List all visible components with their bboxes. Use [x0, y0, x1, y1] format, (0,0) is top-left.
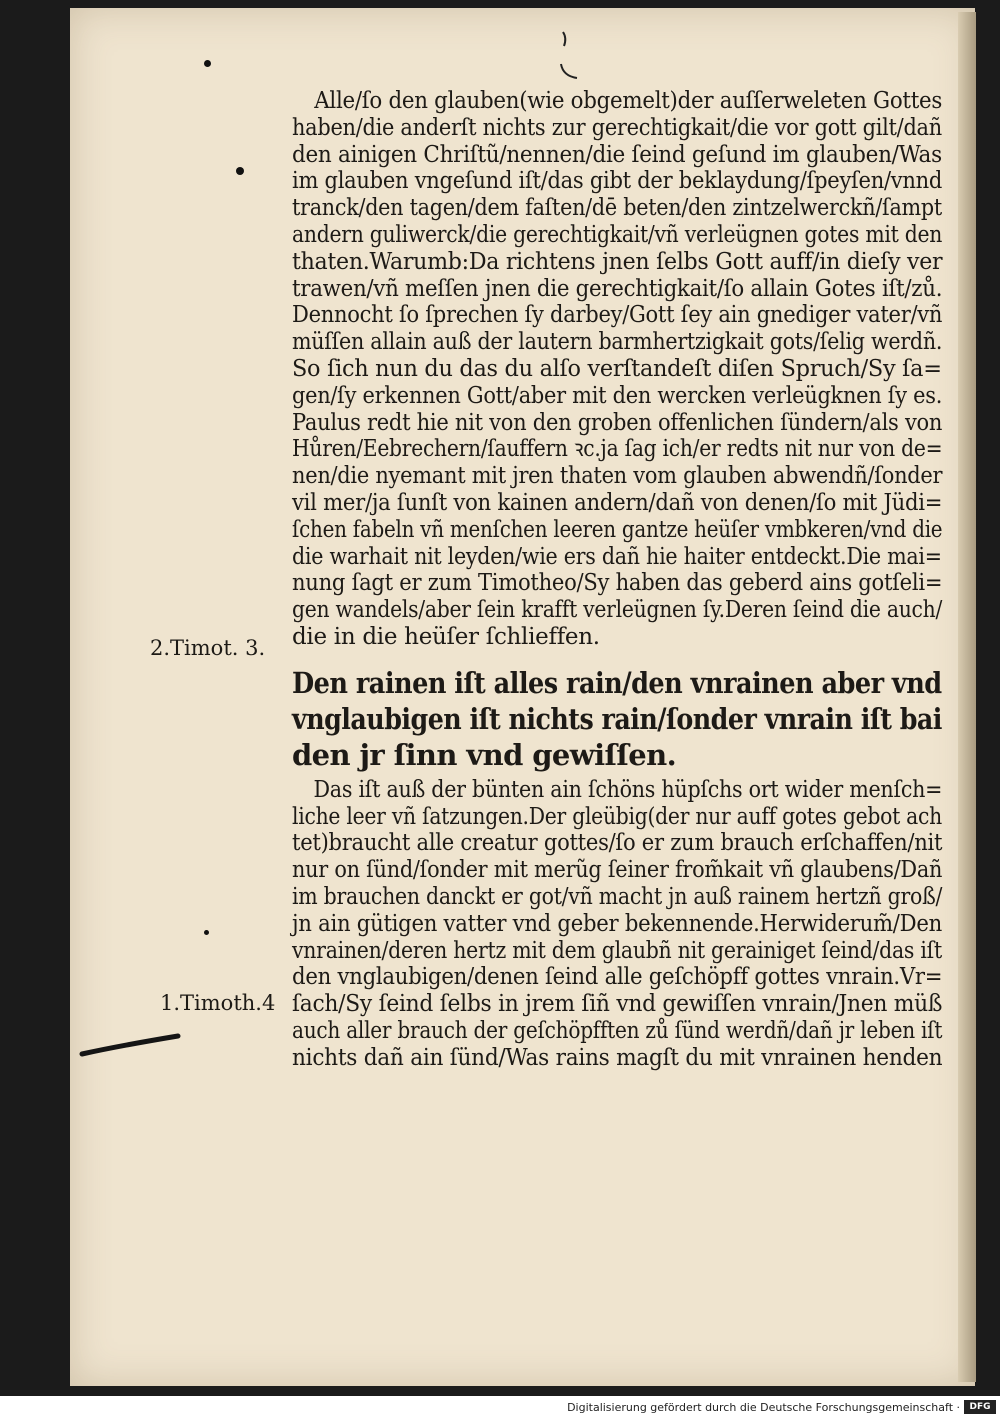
text-line: nichts dañ ain ſünd/Was rains magſt du mit vnrainen henden — [292, 1044, 943, 1071]
margin-note-timothy-1: 1.Timoth.4 — [160, 991, 276, 1015]
ink-dot-3 — [204, 930, 209, 935]
text-line: Hůren/Eebrechern/ſauffern ꝛc.ja ſag ich/er redts nit nur von de= — [292, 436, 943, 463]
margin-note-timothy-2: 2.Timot. 3. — [150, 636, 266, 660]
text-line: Paulus redt hie nit von den groben offenlichen ſündern/als von — [292, 409, 943, 436]
text-line: gen wandels/aber ſein krafft verleügnen ſy.Deren ſeind die auch/ — [292, 597, 943, 624]
text-line: vnrainen/deren hertz mit dem glaubñ nit gerainiget ſeind/das iſt — [292, 937, 942, 964]
text-line: vil mer/ja ſunſt von kainen andern/dañ von denen/ſo mit Jüdi= — [292, 489, 943, 516]
heading-line: Den rainen iſt alles rain/den vnrainen aber vnd — [292, 665, 942, 700]
text-line: Dennocht ſo ſprechen ſy darbey/Gott ſey ain gnediger vater/vñ — [292, 302, 943, 329]
text-line: ſach/Sy ſeind ſelbs in jrem ſiñ vnd gewiſſen vnrain/Jnen müß — [292, 991, 943, 1018]
pen-stroke-margin — [78, 1030, 188, 1060]
digitization-footer — [0, 1396, 1000, 1419]
text-line: die warhait nit leyden/wie ers dañ hie haiter entdeckt.Die mai= — [292, 543, 942, 570]
text-line: müſſen allain auß der lautern barmhertzigkait gots/ſelig werdñ. — [292, 329, 943, 356]
text-line: den ainigen Chriſtũ/nennen/die ſeind geſund im glauben/Was — [292, 141, 942, 168]
heading-line: vnglaubigen iſt nichts rain/ſonder vnrain iſt bai — [292, 701, 942, 736]
text-line: So ſich nun du das du alſo verſtandeſt diſen Spruch/Sy ſa= — [292, 355, 942, 382]
footer-credit: Digitalisierung gefördert durch die Deutsche Forschungsgemeinschaft · — [567, 1401, 960, 1414]
section-heading — [292, 665, 942, 773]
text-line: trawen/vñ meſſen jnen die gerechtigkait/ſo allain Gotes iſt/zů. — [292, 275, 943, 302]
page-edge — [958, 12, 976, 1382]
text-line: Das iſt auß der bünten ain ſchöns hüpſchs ort wider menſch= — [313, 776, 943, 803]
pen-mark-top — [555, 28, 585, 88]
ink-dot-2 — [236, 167, 244, 175]
text-line: ſchen fabeln vñ menſchen leeren gantze heüſer vmbkeren/vnd die — [292, 516, 943, 543]
dfg-logo: DFG — [964, 1400, 996, 1414]
text-line: Alle/ſo den glauben(wie obgemelt)der auſſerweleten Gottes — [314, 88, 943, 114]
text-line: nur on ſünd/ſonder mit merũg ſeiner from̃kait vñ glaubens/Dañ — [292, 857, 943, 884]
text-line: tet)braucht alle creatur gottes/ſo er zum brauch erſchaffen/nit — [292, 830, 943, 857]
text-line: liche leer vñ ſatzungen.Der gleübig(der nur auff gotes gebot ach — [292, 803, 942, 830]
heading-line: den jr ſinn vnd gewiſſen. — [292, 737, 677, 772]
text-line: die in die heüſer ſchlieffen. — [292, 623, 600, 650]
text-line: haben/die anderſt nichts zur gerechtigkait/die vor gott gilt/dañ — [292, 114, 942, 141]
main-text-block — [292, 88, 942, 1072]
text-line: gen/ſy erkennen Gott/aber mit den wercken verleügknen ſy es. — [292, 382, 943, 409]
paragraph-1 — [292, 88, 942, 651]
ink-dot-1 — [204, 60, 211, 67]
text-line: nen/die nyemant mit jren thaten vom glauben abwendñ/ſonder — [292, 463, 943, 490]
text-line: tranck/den tagen/dem faſten/dē beten/den zintzelwerckñ/ſampt — [292, 195, 942, 222]
text-line: jn ain gütigen vatter vnd geber bekennende.Herwiderum̃/Den — [292, 910, 942, 937]
paragraph-2 — [292, 777, 942, 1072]
text-line: den vnglaubigen/denen ſeind alle geſchöpff gottes vnrain.Vr= — [292, 964, 943, 991]
text-line: andern guliwerck/die gerechtigkait/vñ verleügnen gotes mit den — [292, 221, 943, 248]
text-line: nung ſagt er zum Timotheo/Sy haben das geberd ains gotſeli= — [292, 570, 943, 597]
text-line: im brauchen danckt er got/vñ macht jn auß rainem hertzñ groß/ — [292, 883, 943, 910]
text-line: im glauben vngeſund iſt/das gibt der beklaydung/ſpeyſen/vnnd — [292, 168, 943, 195]
text-line: auch aller brauch der geſchöpfften zů ſünd werdñ/dañ jr leben iſt — [292, 1017, 943, 1044]
text-line: thaten.Warumb:Da richtens jnen ſelbs Gott auff/in dieſy ver — [292, 248, 943, 275]
